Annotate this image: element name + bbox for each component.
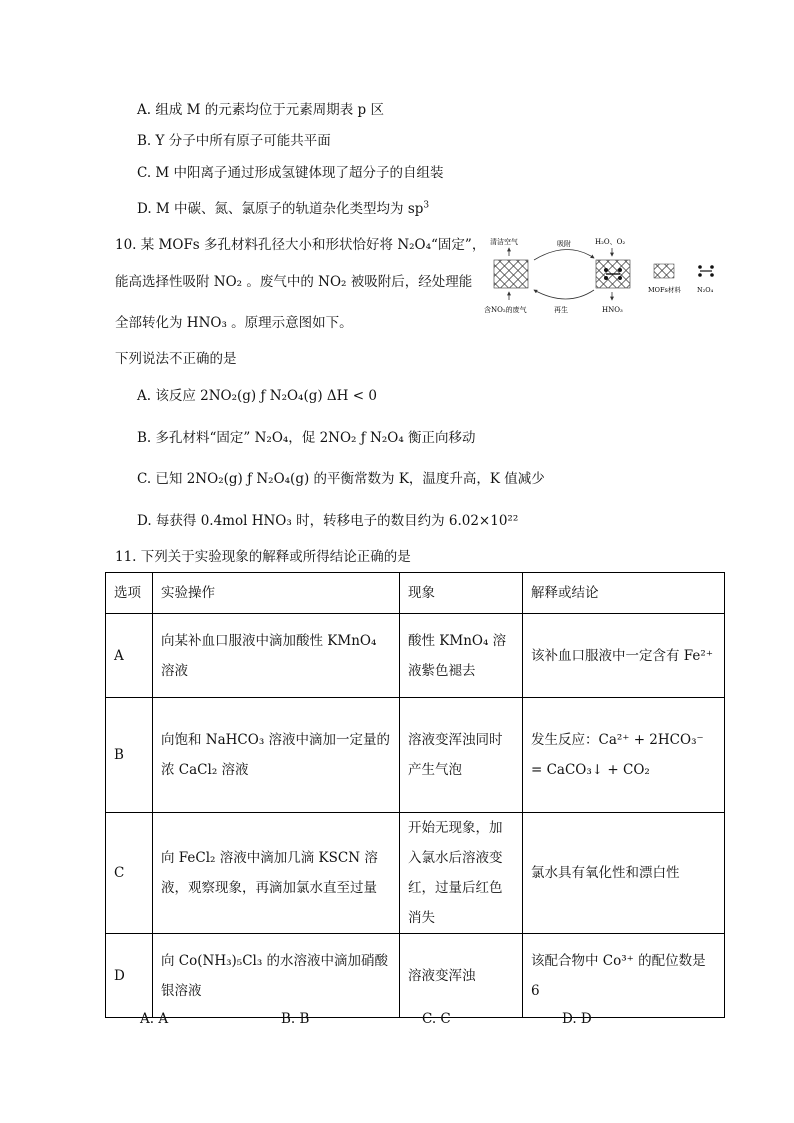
row-c-conclusion: 氯水具有氧化性和漂白性 xyxy=(523,813,725,934)
row-b-operation: 向饱和 NaHCO₃ 溶液中滴加一定量的浓 CaCl₂ 溶液 xyxy=(153,698,400,813)
row-d-conclusion: 该配合物中 Co³⁺ 的配位数是 6 xyxy=(523,934,725,1018)
diagram-regen-label: 再生 xyxy=(554,306,568,314)
header-phenomenon: 现象 xyxy=(400,573,523,614)
row-b-phenomenon: 溶液变浑浊同时产生气泡 xyxy=(400,698,523,813)
table-header-row xyxy=(106,573,725,614)
q9-option-a: A. 组成 M 的元素均位于元素周期表 p 区 xyxy=(137,102,384,118)
row-d-option: D xyxy=(106,934,153,1018)
q10-option-c: C. 已知 2NO₂(g) ƒ N₂O₄(g) 的平衡常数为 K，温度升高，K 值减少 xyxy=(137,471,545,487)
row-a-option: A xyxy=(106,614,153,698)
q9-option-c: C. M 中阳离子通过形成氢键体现了超分子的自组装 xyxy=(137,165,444,181)
table-row xyxy=(106,813,725,934)
diagram-waste-gas-label: 含NO₂的废气 xyxy=(484,306,527,314)
table-row xyxy=(106,934,725,1018)
header-option: 选项 xyxy=(106,573,153,614)
arrow-adsorb xyxy=(534,249,594,260)
header-conclusion: 解释或结论 xyxy=(523,573,725,614)
diagram-n2o4-legend-label: N₂O₄ xyxy=(697,286,714,294)
q10-option-b: B. 多孔材料“固定” N₂O₄，促 2NO₂ ƒ N₂O₄ 衡正向移动 xyxy=(137,430,476,446)
header-operation: 实验操作 xyxy=(153,573,400,614)
row-b-conclusion: 发生反应：Ca²⁺ + 2HCO₃⁻ = CaCO₃↓ + CO₂ xyxy=(523,698,725,813)
diagram-mofs-legend-label: MOFs材料 xyxy=(648,286,681,294)
q11-answer-a: A. A xyxy=(140,1011,169,1027)
q11-stem: 11. 下列关于实验现象的解释或所得结论正确的是 xyxy=(115,549,411,565)
arrow-regenerate xyxy=(534,290,594,299)
q9-option-b: B. Y 分子中所有原子可能共平面 xyxy=(137,133,331,149)
q9-option-d-text: D. M 中碳、氮、氯原子的轨道杂化类型均为 sp xyxy=(137,201,424,217)
row-c-operation: 向 FeCl₂ 溶液中滴加几滴 KSCN 溶液，观察现象，再滴加氯水直至过量 xyxy=(153,813,400,934)
mofs-legend-icon xyxy=(654,264,674,278)
q10-question: 下列说法不正确的是 xyxy=(115,351,237,367)
table-row xyxy=(106,698,725,813)
q10-option-a: A. 该反应 2NO₂(g) ƒ N₂O₄(g) ΔH < 0 xyxy=(137,388,377,404)
diagram-hno3-label: HNO₃ xyxy=(602,306,623,314)
diagram-adsorb-label: 吸附 xyxy=(557,240,571,248)
q11-answer-c: C. C xyxy=(422,1011,451,1027)
row-c-option: C xyxy=(106,813,153,934)
row-a-operation: 向某补血口服液中滴加酸性 KMnO₄ 溶液 xyxy=(153,614,400,698)
q11-answer-d: D. D xyxy=(562,1011,592,1027)
row-d-phenomenon: 溶液变浑浊 xyxy=(400,934,523,1018)
mofs-empty-icon xyxy=(494,260,528,288)
row-a-phenomenon: 酸性 KMnO₄ 溶液紫色褪去 xyxy=(400,614,523,698)
q10-option-d: D. 每获得 0.4mol HNO₃ 时，转移电子的数目约为 6.02×10²² xyxy=(137,513,519,529)
mofs-schematic-diagram xyxy=(482,230,727,320)
row-d-operation: 向 Co(NH₃)₅Cl₃ 的水溶液中滴加硝酸银溶液 xyxy=(153,934,400,1018)
row-b-option: B xyxy=(106,698,153,813)
q11-table xyxy=(105,572,725,1018)
row-a-conclusion: 该补血口服液中一定含有 Fe²⁺ xyxy=(523,614,725,698)
diagram-clean-air-label: 清洁空气 xyxy=(490,238,518,246)
row-c-phenomenon: 开始无现象，加入氯水后溶液变红，过量后红色消失 xyxy=(400,813,523,934)
q10-stem-line1: 10. 某 MOFs 多孔材料孔径大小和形状恰好将 N₂O₄“固定”， xyxy=(115,237,486,253)
q9-option-d-sup: 3 xyxy=(423,200,430,211)
n2o4-legend-icon xyxy=(698,265,714,277)
q10-stem-line2: 能高选择性吸附 NO₂ 。废气中的 NO₂ 被吸附后，经处理能 xyxy=(115,274,473,290)
q11-answer-b: B. B xyxy=(281,1011,310,1027)
table-row xyxy=(106,614,725,698)
q10-stem-line3: 全部转化为 HNO₃ 。原理示意图如下。 xyxy=(115,315,353,331)
q9-option-d xyxy=(137,200,429,218)
diagram-products-label: H₂O、O₂ xyxy=(595,238,626,246)
